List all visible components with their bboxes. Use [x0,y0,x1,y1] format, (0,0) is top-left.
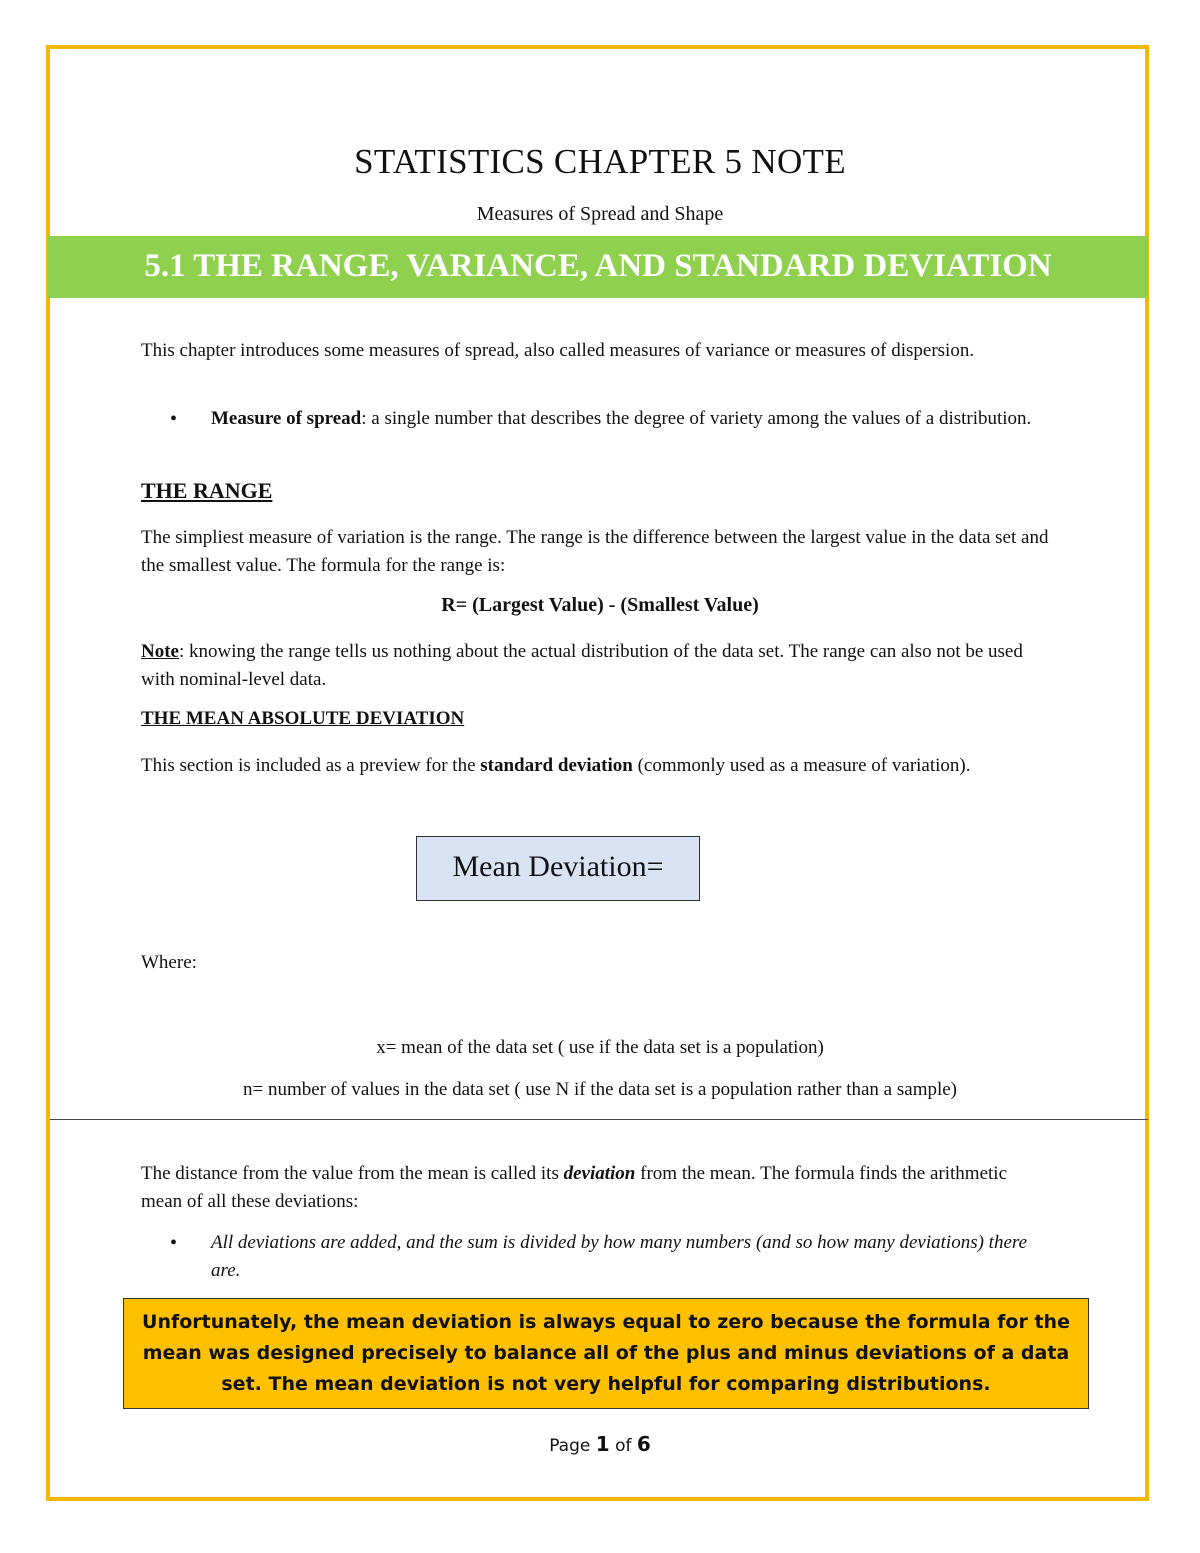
mad-paragraph [141,752,1051,780]
note-label: Note [141,641,179,662]
range-paragraph: The simpliest measure of variation is the range. The range is the difference between the largest value in the data set and the smallest value. The formula for the range is: [141,527,1049,576]
document-subtitle: Measures of Spread and Shape [476,203,724,225]
deviation-term: deviation [563,1163,636,1184]
section-heading-banner: 5.1 THE RANGE, VARIANCE, AND STANDARD DEVIATION [48,236,1148,298]
mean-deviation-formula-box: Mean Deviation= [416,836,700,901]
mad-para-bold: standard deviation [480,755,633,776]
bullet-icon: • [170,408,178,430]
definition-text: : a single number that describes the degree of variety among the values of a distribution. [361,408,1032,429]
mad-para-start: This section is included as a preview for the [141,755,481,776]
definition-term: Measure of spread [211,408,362,429]
mad-heading: THE MEAN ABSOLUTE DEVIATION [141,708,465,729]
range-note [141,638,1051,694]
horizontal-divider [50,1119,1148,1120]
definition-n: n= number of values in the data set ( use N if the data set is a population rather than a sample) [242,1079,958,1100]
callout-box: Unfortunately, the mean deviation is always equal to zero because the formula for the mean was designed precisely to balance all of the plus and minus deviations of a data set. The mean deviation is not very helpful for comparing distributions. [123,1298,1089,1409]
footer-of-word: of [615,1436,632,1456]
bullet-icon: • [170,1232,178,1254]
measure-of-spread-definition [211,405,1061,433]
where-label: Where: [141,952,197,973]
deviation-para-end: from the mean. The formula finds the arithmetic mean of all these deviations: [141,1163,1008,1212]
footer-page-word: Page [549,1436,591,1456]
footer-page-total: 6 [636,1432,651,1456]
deviation-bullet: All deviations are added, and the sum is divided by how many numbers (and so how many deviations) there are. [211,1232,1027,1281]
note-text: : knowing the range tells us nothing about the actual distribution of the data set. The range can also not be used with nominal-level data. [141,641,1023,690]
mad-para-end: (commonly used as a measure of variation). [632,755,971,776]
range-formula: R= (Largest Value) - (Smallest Value) [441,594,759,616]
deviation-paragraph [141,1160,1051,1216]
document-title: STATISTICS CHAPTER 5 NOTE [354,142,846,181]
definition-x: x= mean of the data set ( use if the data set is a population) [376,1037,824,1058]
range-heading: THE RANGE [141,478,273,503]
deviation-para-start: The distance from the value from the mean is called its [141,1163,564,1184]
footer-page-number: 1 [595,1432,610,1456]
intro-paragraph: This chapter introduces some measures of spread, also called measures of variance or measures of dispersion. [141,340,975,361]
page-footer [0,1432,1200,1456]
